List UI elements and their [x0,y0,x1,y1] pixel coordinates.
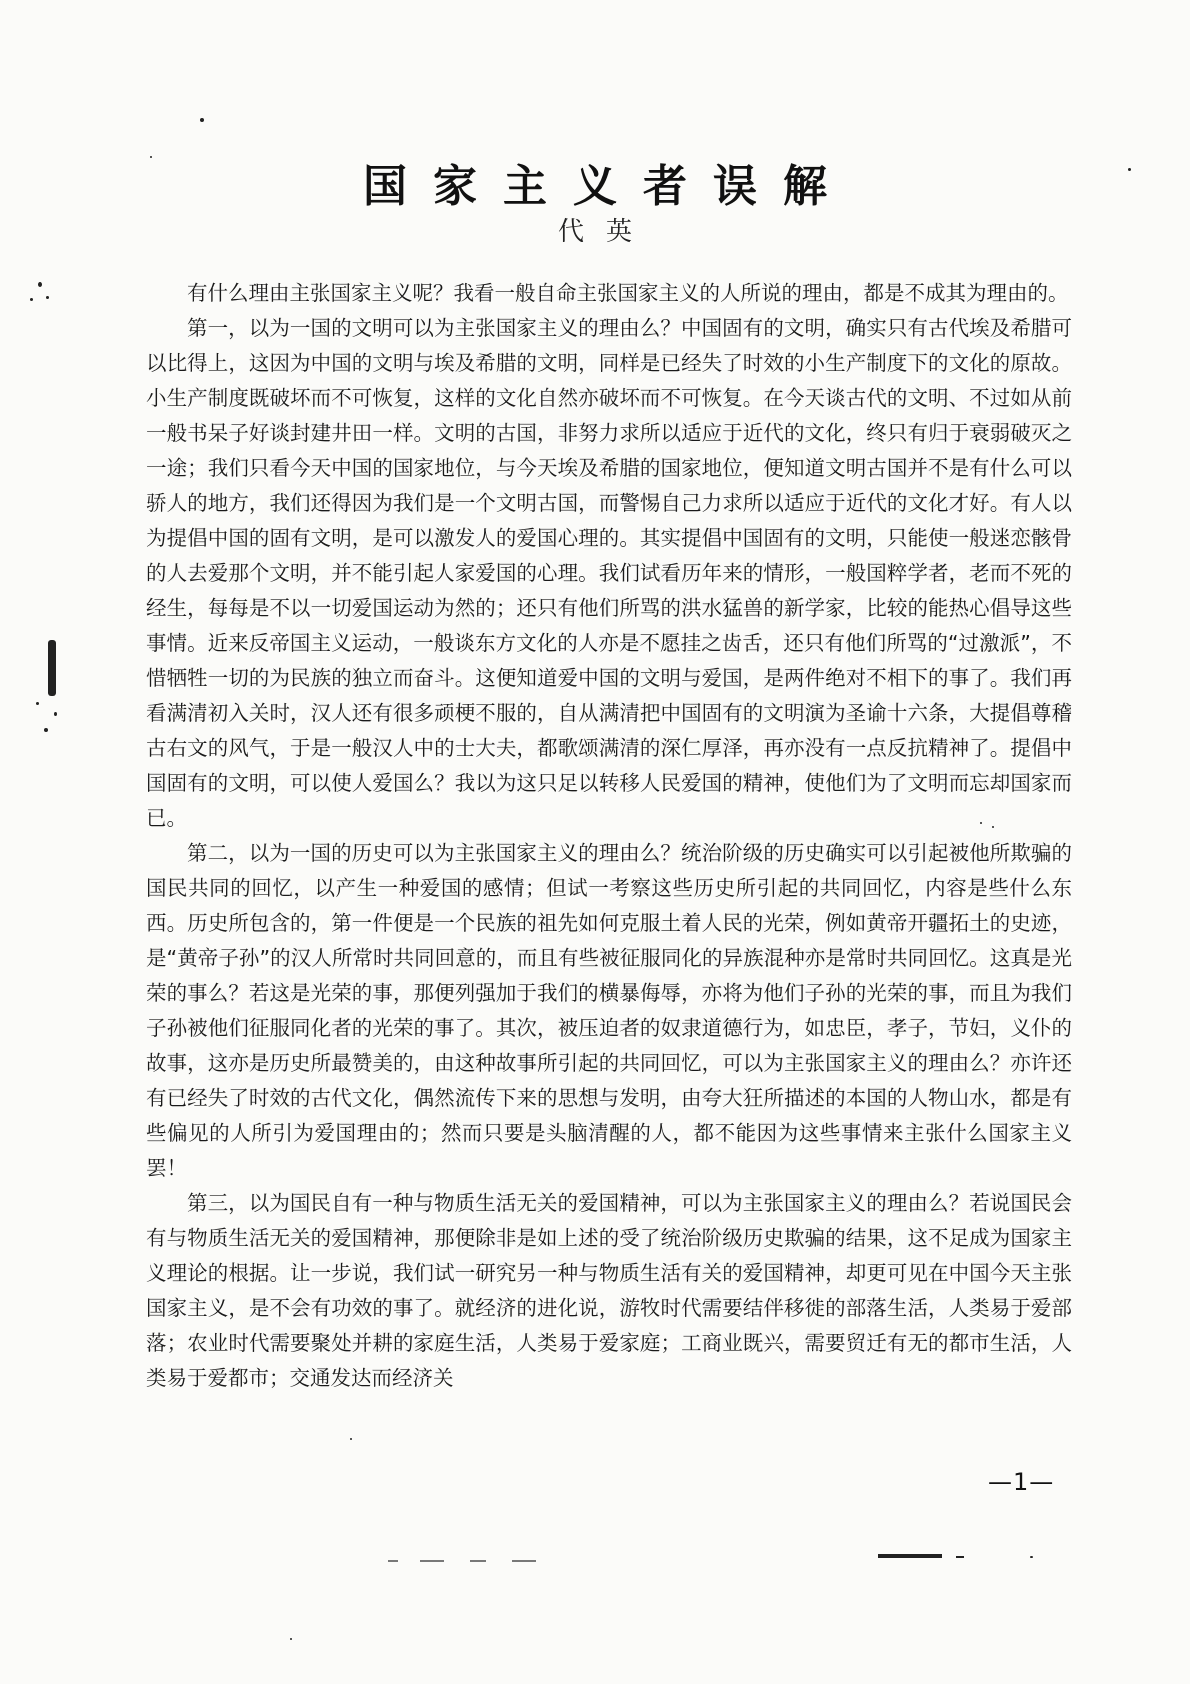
scan-speck [350,1438,352,1440]
scan-mark [512,1560,536,1562]
scan-speck [54,712,57,716]
scan-mark [48,640,56,696]
scan-mark [878,1554,942,1558]
paragraph-intro: 有什么理由主张国家主义呢？我看一般自命主张国家主义的人所说的理由，都是不成其为理由的。 [187,281,1069,305]
article-title: 国家主义者误解 [363,161,853,213]
scan-speck [290,1638,292,1640]
scan-speck [44,728,48,732]
page-number: —1— [988,1468,1055,1496]
scan-speck [1030,1556,1033,1558]
scan-speck [46,296,49,299]
scan-mark [470,1560,486,1562]
article-body [146,276,1072,1396]
scan-speck [30,298,33,301]
paragraph-second-point: 第二，以为一国的历史可以为主张国家主义的理由么？统治阶级的历史确实可以引起被他所欺骗的国民共同的回忆，以产生一种爱国的感情；但试一考察这些历史所引起的共同回忆，内容是些什么东西。历史所包含的，第一件便是一个民族的祖先如何克服土着人民的光荣，例如黄帝开疆拓土的史迹，是“黄帝子孙”的汉人所常时共同回意的，而且有些被征服同化的异族混种亦是常时共同回忆。这真是光荣的事么？若这是光荣的事，那便列强加于我们的横暴侮辱，亦将为他们子孙的光荣的事，而且为我们子孙被他们征服同化者的光荣的事了。其次，被压迫者的奴隶道德行为，如忠臣，孝子，节妇，义仆的故事，这亦是历史所最赞美的，由这种故事所引起的共同回忆，可以为主张国家主义的理由么？亦许还有已经失了时效的古代文化，偶然流传下来的思想与发明，由夸大狂所描述的本国的人物山水，都是有些偏见的人所引为爱国理由的；然而只要是头脑清醒的人，都不能因为这些事情来主张什么国家主义罢！ [146,841,1072,1180]
scan-mark [956,1556,964,1558]
scan-speck [38,282,42,287]
scan-speck [1128,168,1131,171]
scan-speck [150,156,152,158]
scan-mark [420,1560,444,1562]
scan-mark [388,1560,398,1562]
paragraph-third-point: 第三，以为国民自有一种与物质生活无关的爱国精神，可以为主张国家主义的理由么？若说国民会有与物质生活无关的爱国精神，那便除非是如上述的受了统治阶级历史欺骗的结果，这不足成为国家主义理论的根据。让一步说，我们试一研究另一种与物质生活有关的爱国精神，却更可见在中国今天主张国家主义，是不会有功效的事了。就经济的进化说，游牧时代需要结伴移徙的部落生活，人类易于爱部落；农业时代需要聚处并耕的家庭生活，人类易于爱家庭；工商业既兴，需要贸迁有无的都市生活，人类易于爱都市；交通发达而经济关 [146,1191,1072,1390]
paragraph-first-point: 第一，以为一国的文明可以为主张国家主义的理由么？中国固有的文明，确实只有古代埃及希腊可以比得上，这因为中国的文明与埃及希腊的文明，同样是已经失了时效的小生产制度下的文化的原故。小生产制度既破坏而不可恢复，这样的文化自然亦破坏而不可恢复。在今天谈古代的文明、不过如从前一般书呆子好谈封建井田一样。文明的古国，非努力求所以适应于近代的文化，终只有归于衰弱破灭之一途；我们只看今天中国的国家地位，与今天埃及希腊的国家地位，便知道文明古国并不是有什么可以骄人的地方，我们还得因为我们是一个文明古国，而警惕自己力求所以适应于近代的文化才好。有人以为提倡中国的固有文明，是可以激发人的爱国心理的。其实提倡中国固有的文明，只能使一般迷恋骸骨的人去爱那个文明，并不能引起人家爱国的心理。我们试看历年来的情形，一般国粹学者，老而不死的经生，每每是不以一切爱国运动为然的；还只有他们所骂的洪水猛兽的新学家，比较的能热心倡导这些事情。近来反帝国主义运动，一般谈东方文化的人亦是不愿挂之齿舌，还只有他们所骂的“过激派”，不惜牺牲一切的为民族的独立而奋斗。这便知道爱中国的文明与爱国，是两件绝对不相下的事了。我们再看满清初入关时，汉人还有很多顽梗不服的，自从满清把中国固有的文明演为圣谕十六条，大提倡尊稽古右文的风气，于是一般汉人中的士大夫，都歌颂满清的深仁厚泽，再亦没有一点反抗精神了。提倡中国固有的文明，可以使人爱国么？我以为这只足以转移人民爱国的精神，使他们为了文明而忘却国家而已。 [146,316,1072,830]
scan-speck [200,118,204,122]
scan-speck [992,826,994,828]
scan-speck [980,822,982,824]
scan-speck [36,702,39,705]
author-name: 代英 [557,217,654,247]
